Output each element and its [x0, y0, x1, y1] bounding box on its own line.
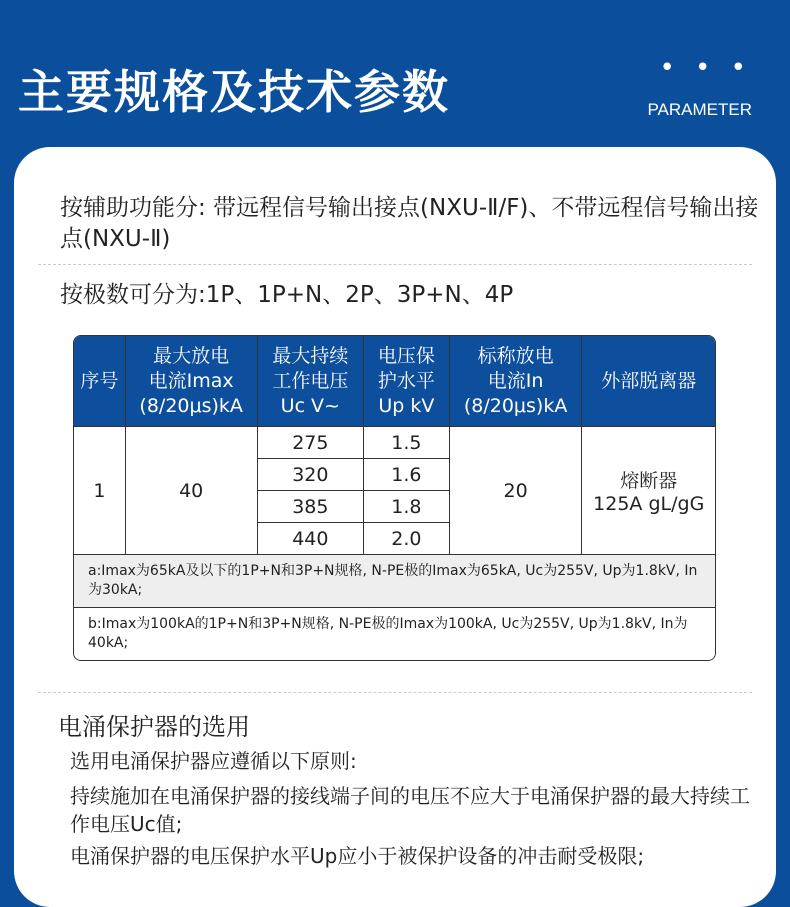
aux-function-text: 按辅助功能分: 带远程信号输出接点(NXU-Ⅱ/F)、不带远程信号输出接点(NXU-Ⅱ)	[60, 195, 759, 252]
table-note-row	[74, 608, 715, 660]
divider	[38, 264, 752, 265]
more-dots-icon: • • •	[659, 53, 752, 83]
cell-uc: 275	[258, 427, 365, 459]
divider	[38, 692, 752, 693]
note-a: a:Imax为65kA及以下的1P+N和3P+N规格, N-PE极的Imax为65kA, Uc为255V, Up为1.8kV, In为30kA;	[74, 555, 715, 608]
col-header-up: 电压保 护水平 Up kV	[364, 336, 450, 427]
col-header-uc: 最大持续 工作电压 Uc V~	[258, 336, 365, 427]
col-header-index: 序号	[74, 336, 126, 427]
table-note-row	[74, 555, 715, 608]
pole-count-text: 按极数可分为:1P、1P+N、2P、3P+N、4P	[60, 282, 514, 308]
col-header-imax: 最大放电 电流Imax (8/20μs)kA	[126, 336, 258, 427]
parameter-table	[73, 335, 716, 661]
col-header-disconnector: 外部脱离器	[582, 336, 715, 427]
cell-up: 1.6	[364, 459, 450, 491]
cell-up: 1.5	[364, 427, 450, 459]
cell-uc: 440	[258, 523, 365, 555]
content-card	[14, 147, 776, 907]
table-row	[74, 427, 715, 459]
section-title: 电涌保护器的选用	[58, 713, 250, 741]
cell-up: 1.8	[364, 491, 450, 523]
cell-index: 1	[74, 427, 126, 555]
selection-rule-1: 持续施加在电涌保护器的接线端子间的电压不应大于电涌保护器的最大持续工作电压Uc值;	[70, 784, 750, 836]
selection-principle: 选用电涌保护器应遵循以下原则:	[70, 749, 357, 773]
cell-uc: 385	[258, 491, 365, 523]
cell-disconnector: 熔断器 125A gL/gG	[582, 427, 715, 555]
col-header-in: 标称放电 电流In (8/20μs)kA	[450, 336, 583, 427]
table-header-row	[74, 336, 715, 427]
note-b: b:Imax为100kA的1P+N和3P+N规格, N-PE极的Imax为100kA, Uc为255V, Up为1.8kV, In为40kA;	[74, 608, 715, 660]
selection-rule-2: 电涌保护器的电压保护水平Up应小于被保护设备的冲击耐受极限;	[70, 844, 645, 868]
cell-imax: 40	[126, 427, 258, 555]
page-subtitle: PARAMETER	[647, 100, 752, 119]
page-title: 主要规格及技术参数	[18, 65, 450, 119]
cell-uc: 320	[258, 459, 365, 491]
cell-in: 20	[450, 427, 583, 555]
cell-up: 2.0	[364, 523, 450, 555]
